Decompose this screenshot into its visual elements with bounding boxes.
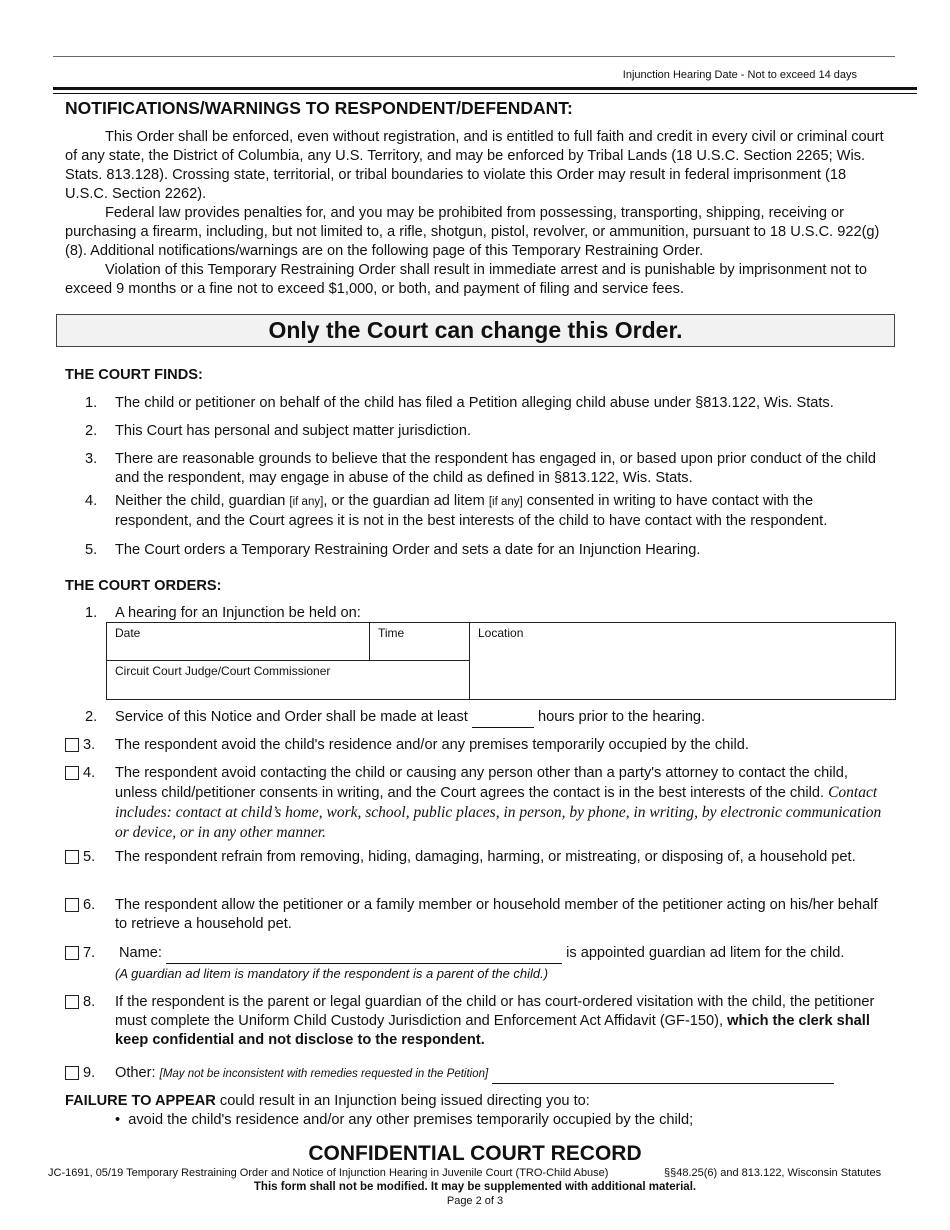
if-any-note: [if any] <box>289 496 324 508</box>
order-6-checkbox[interactable] <box>65 898 79 912</box>
order-number: 6. <box>83 897 96 913</box>
order-item <box>65 1064 885 1084</box>
top-rule <box>53 56 895 57</box>
order-item <box>65 896 885 934</box>
finding-item <box>65 394 885 413</box>
order-text: The respondent avoid the child's residence and/or any premises temporarily occupied by the child. <box>115 737 749 753</box>
order-text: The respondent avoid contacting the child or causing any person other than a party's attorney to contact the child, unless child/petitioner consents in writing, and the Court agrees the contact is in the best interests of the child. Contact includes: contact at child’s home, work, school, public places, in person, by phone, in writing, by electronic communication or device, or in any other manner. <box>115 765 882 841</box>
finding-number: 5. <box>85 542 98 558</box>
finding-text: There are reasonable grounds to believe that the respondent has engaged in, or based upon prior conduct of the child and the respondent, may engage in abuse of the child as defined in §813.122, Wis. Stats. <box>115 451 877 486</box>
header-thin-rule <box>53 93 917 94</box>
finding-item <box>65 450 885 488</box>
notification-paragraph: Federal law provides penalties for, and you may be prohibited from possessing, transporting, shipping, receiving or purchasing a firearm, including, but not limited to, a rifle, shotgun, pistol, revolver, or ammunition, pursuant to 18 U.S.C. 922(g)(8). Additional notifications/warnings are on the following page of this Temporary Restraining Order. <box>65 205 880 259</box>
order-item <box>65 764 885 843</box>
contact-definition: Contact includes: contact at child’s home, work, school, public places, in person, by phone, in writing, by electronic communication or device, or in any other manner. <box>115 784 882 841</box>
confidential-record-title: CONFIDENTIAL COURT RECORD <box>308 1142 642 1165</box>
order-4-checkbox[interactable] <box>65 766 79 780</box>
service-hours-blank[interactable] <box>472 708 534 728</box>
order-3-checkbox[interactable] <box>65 738 79 752</box>
other-note: [May not be inconsistent with remedies requested in the Petition] <box>159 1068 489 1080</box>
order-7-checkbox[interactable] <box>65 946 79 960</box>
failure-to-appear <box>65 1092 885 1130</box>
order-9-checkbox[interactable] <box>65 1066 79 1080</box>
guardian-name-blank[interactable] <box>166 944 562 964</box>
court-change-banner: Only the Court can change this Order. <box>56 314 895 347</box>
order-text: A hearing for an Injunction be held on: <box>115 605 361 621</box>
guardian-note: (A guardian ad litem is mandatory if the respondent is a parent of the child.) <box>115 966 549 981</box>
failure-text: could result in an Injunction being issued directing you to: <box>219 1093 590 1109</box>
hearing-time-field[interactable] <box>370 623 470 661</box>
finding-text: This Court has personal and subject matter jurisdiction. <box>115 423 472 439</box>
finding-number: 4. <box>85 493 98 509</box>
order-number: 7. <box>83 945 96 961</box>
finding-item <box>65 492 885 531</box>
finding-number: 3. <box>85 451 98 467</box>
order-text: The respondent allow the petitioner or a family member or household member of the petitioner acting on his/her behalf to retrieve a household pet. <box>115 897 878 932</box>
other-remedy-blank[interactable] <box>492 1064 834 1084</box>
order-number: 8. <box>83 994 96 1010</box>
court-orders-title: THE COURT ORDERS: <box>65 578 222 594</box>
hearing-location-field[interactable] <box>470 623 895 699</box>
notifications-title: NOTIFICATIONS/WARNINGS TO RESPONDENT/DEFENDANT: <box>65 98 573 118</box>
hearing-location-label: Location <box>478 626 524 640</box>
hearing-date-label: Date <box>115 626 141 640</box>
order-number: 5. <box>83 849 96 865</box>
hearing-date-field[interactable] <box>107 623 370 661</box>
finding-text: The child or petitioner on behalf of the child has filed a Petition alleging child abuse under §813.122, Wis. Stats. <box>115 395 834 411</box>
notification-paragraph: Violation of this Temporary Restraining Order shall result in immediate arrest and is punishable by imprisonment not to exceed 9 months or a fine not to exceed $1,000, or both, and payment of filing and service fees. <box>65 262 867 297</box>
failure-title: FAILURE TO APPEAR <box>65 1093 216 1109</box>
order-text: The respondent refrain from removing, hiding, damaging, harming, or mistreating, or disposing of, a household pet. <box>115 849 856 865</box>
order-5-checkbox[interactable] <box>65 850 79 864</box>
form-id-line: JC-1691, 05/19 Temporary Restraining Order and Notice of Injunction Hearing in Juvenile Court (TRO-Child Abuse) <box>48 1167 609 1179</box>
order-number: 3. <box>83 737 96 753</box>
hearing-time-label: Time <box>378 626 405 640</box>
confidential-clause: which the clerk shall keep confidential and not disclose to the respondent. <box>115 1013 870 1048</box>
finding-number: 1. <box>85 395 98 411</box>
order-item <box>65 944 885 983</box>
header-thick-rule <box>53 87 917 90</box>
notifications-body <box>65 128 885 299</box>
order-text: Other: [May not be inconsistent with remedies requested in the Petition] <box>115 1064 885 1084</box>
modification-notice: This form shall not be modified. It may be supplemented with additional material. <box>253 1181 697 1193</box>
order-number: 4. <box>83 765 96 781</box>
order-text: Service of this Notice and Order shall be made at least hours prior to the hearing. <box>115 708 885 728</box>
order-item <box>65 708 885 728</box>
finding-item <box>65 422 885 441</box>
finding-text: Neither the child, guardian [if any], or the guardian ad litem [if any] consented in writing to have contact with the respondent, and the Court agrees it is not in the best interests of the child to have contact with the respondent. <box>115 493 828 529</box>
order-number: 9. <box>83 1065 96 1081</box>
if-any-note: [if any] <box>488 496 523 508</box>
judge-commissioner-label: Circuit Court Judge/Court Commissioner <box>115 664 331 678</box>
order-item <box>65 736 885 755</box>
order-number: 2. <box>85 709 98 725</box>
order-text: Name: is appointed guardian ad litem for the child. <box>119 944 885 964</box>
page-number: Page 2 of 3 <box>446 1195 504 1207</box>
failure-bullet: • avoid the child's residence and/or any other premises temporarily occupied by the child; <box>115 1112 694 1128</box>
order-text: If the respondent is the parent or legal guardian of the child or has court-ordered visitation with the child, the petitioner must complete the Uniform Child Custody Jurisdiction and Enforcement Act Affidavit (GF-150), which the clerk shall keep confidential and not disclose to the respondent. <box>115 994 875 1048</box>
order-8-checkbox[interactable] <box>65 995 79 1009</box>
hearing-table <box>106 622 896 700</box>
order-number: 1. <box>85 605 98 621</box>
order-item <box>65 993 885 1050</box>
finding-number: 2. <box>85 423 98 439</box>
finding-item <box>65 541 885 560</box>
judge-commissioner-field[interactable] <box>107 661 470 699</box>
order-item <box>65 848 885 867</box>
notification-paragraph: This Order shall be enforced, even without registration, and is entitled to full faith and credit in every civil or criminal court of any state, the District of Columbia, any U.S. Territory, and may be enforced by Tribal Lands (18 U.S.C. Section 2265; Wis. Stats. 813.128). Crossing state, territorial, or tribal boundaries to violate this Order may result in federal imprisonment (18 U.S.C. Section 2262). <box>65 129 884 202</box>
order-item <box>65 604 885 623</box>
finding-text: The Court orders a Temporary Restraining Order and sets a date for an Injunction Hearing. <box>115 542 701 558</box>
statutes-line: §§48.25(6) and 813.122, Wisconsin Statutes <box>664 1167 882 1179</box>
hearing-date-note: Injunction Hearing Date - Not to exceed 14 days <box>622 69 857 81</box>
court-finds-title: THE COURT FINDS: <box>65 367 203 383</box>
